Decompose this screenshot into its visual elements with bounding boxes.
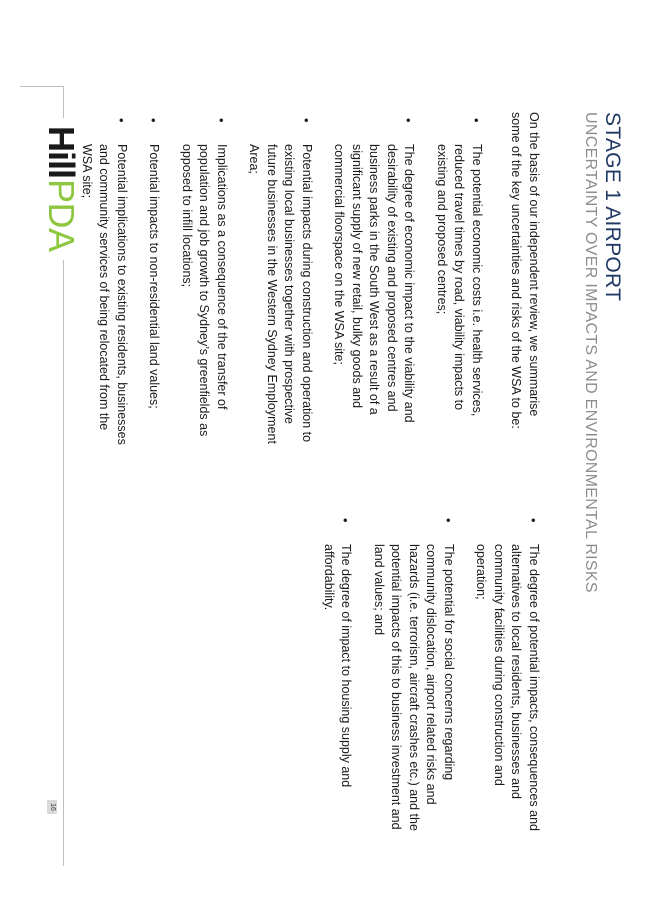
list-item: • The potential economic costs i.e. health services, reduced travel times by road, viability impacts to existing and proposed centres; — [433, 112, 486, 447]
list-item: • The degree of economic impact to the viability and desirability of existing and proposed centres and business parks in the South West as a result of a significant supply of new retail, bulky goods and commercial floorspace on the WSA site; — [330, 112, 418, 447]
list-item: • Potential implications to existing residents, businesses and community services of being relocated from the WSA site; — [78, 112, 131, 447]
list-item: • The potential for social concerns regarding community dislocation, airport related risks and hazards (i.e. terrorism, aircraft crashes etc.) and the potential impacts of this to business investment and land values; and — [370, 512, 458, 842]
list-item: • Implications as a consequence of the transfer of population and job growth to Sydney’s greenfields as opposed to infill locations; — [178, 112, 231, 447]
footer-rule-vertical — [20, 86, 64, 87]
page-title: STAGE 1 AIRPORT — [601, 112, 624, 302]
hillpda-logo — [41, 118, 82, 260]
page-number: 16 — [47, 800, 57, 814]
logo-hill-text: Hill — [41, 126, 82, 179]
list-item: • Potential impacts during construction and operation to existing local businesses together with prospective future businesses in the Western Sydney Employment Area; — [245, 112, 315, 447]
logo-pda-text: PDA — [41, 179, 82, 252]
list-item: • The degree of impact to housing supply and affordability. — [320, 512, 355, 842]
right-column — [305, 512, 543, 842]
left-bullet-list — [78, 112, 486, 447]
page-subtitle: UNCERTAINTY OVER IMPACTS AND ENVIRONMENTAL RISKS — [582, 112, 599, 593]
right-bullet-list — [320, 512, 543, 842]
list-item: • The degree of potential impacts, consequences and alternatives to local residents, businesses and community facilities during construction and operation; — [472, 512, 542, 842]
left-column — [63, 112, 543, 447]
list-item: • Potential impacts to non-residential land values; — [145, 112, 163, 447]
intro-paragraph: On the basis of our independent review, we summarise some of the key uncertainties and risks of the WSA to be: — [509, 112, 541, 429]
